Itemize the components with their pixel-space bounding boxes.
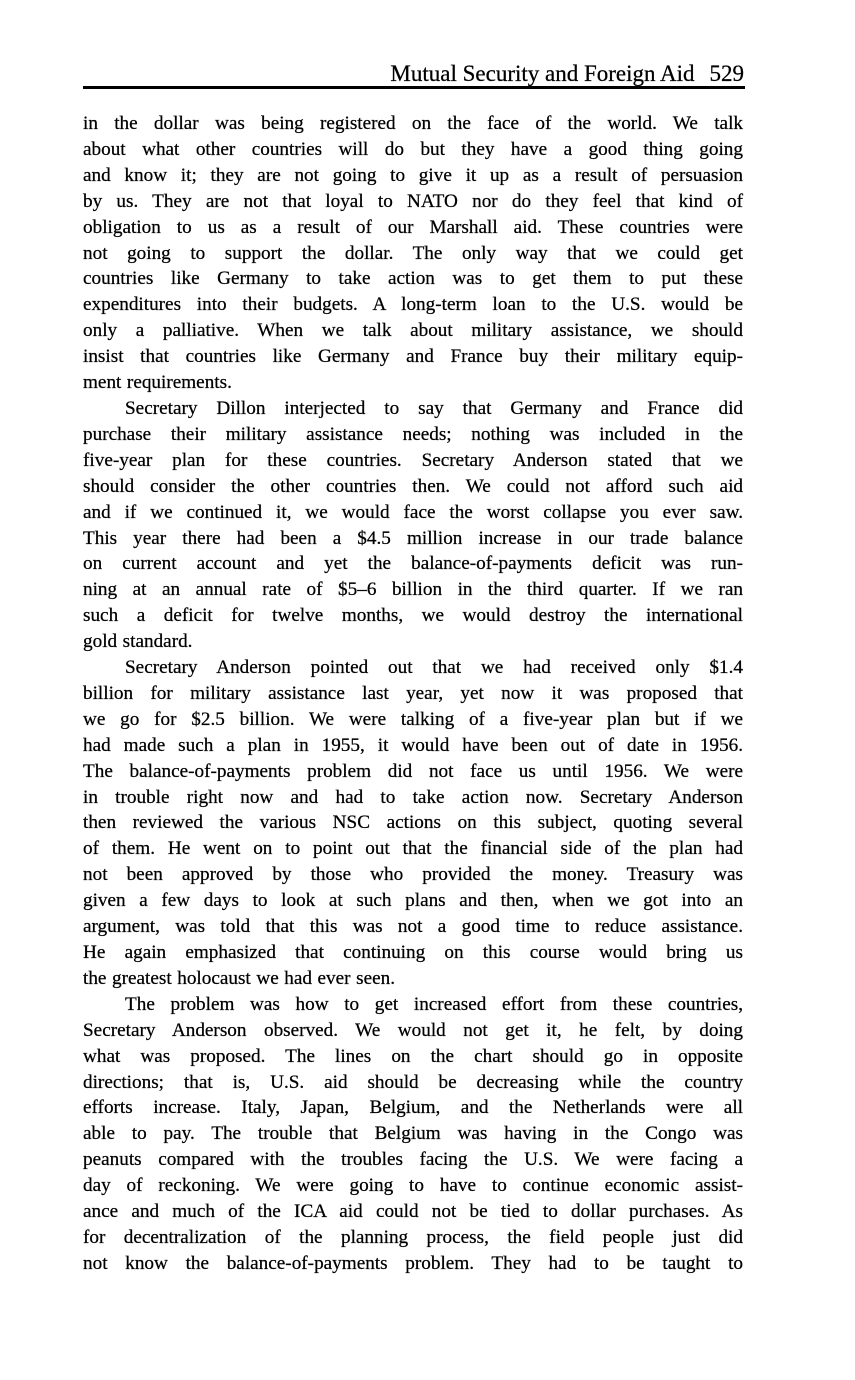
text-line: countries like Germany to take action was to get them to put these bbox=[83, 268, 743, 290]
text-line: billion for military assistance last year, yet now it was proposed that bbox=[83, 682, 743, 704]
paragraph bbox=[83, 992, 743, 1277]
paragraph bbox=[83, 111, 743, 396]
text-line: This year there had been a $4.5 million increase in our trade balance bbox=[83, 527, 743, 549]
text-line: able to pay. The trouble that Belgium was having in the Congo was bbox=[83, 1123, 743, 1145]
text-line: directions; that is, U.S. aid should be decreasing while the country bbox=[83, 1071, 743, 1093]
body-text bbox=[83, 111, 743, 1277]
text-line: given a few days to look at such plans and then, when we got into an bbox=[83, 890, 743, 912]
text-line: not going to support the dollar. The only way that we could get bbox=[83, 242, 743, 264]
text-line: He again emphasized that continuing on this course would bring us bbox=[83, 942, 743, 963]
text-line: of them. He went on to point out that the financial side of the plan had bbox=[83, 838, 743, 860]
text-line: we go for $2.5 billion. We were talking of a five-year plan but if we bbox=[83, 708, 743, 730]
text-line: purchase their military assistance needs; nothing was included in the bbox=[83, 423, 743, 445]
paragraph bbox=[83, 655, 743, 992]
header-rule bbox=[83, 86, 745, 89]
text-line: ment requirements. bbox=[83, 372, 232, 394]
text-line: gold standard. bbox=[83, 631, 193, 653]
text-line: Secretary Anderson observed. We would not get it, he felt, by doing bbox=[83, 1019, 743, 1041]
text-line: insist that countries like Germany and France buy their military equip- bbox=[83, 346, 743, 368]
text-line: and if we continued it, we would face the worst collapse you ever saw. bbox=[83, 501, 743, 523]
text-line: only a palliative. When we talk about military assistance, we should bbox=[83, 320, 743, 342]
text-line: peanuts compared with the troubles facing the U.S. We were facing a bbox=[83, 1149, 743, 1171]
text-line: not know the balance-of-payments problem. They had to be taught to bbox=[83, 1252, 743, 1274]
running-title: Mutual Security and Foreign Aid bbox=[390, 61, 695, 86]
text-line: had made such a plan in 1955, it would have been out of date in 1956. bbox=[83, 734, 743, 756]
page-header bbox=[83, 62, 744, 85]
text-line: should consider the other countries then. We could not afford such aid bbox=[83, 475, 743, 497]
text-line: argument, was told that this was not a good time to reduce assistance. bbox=[83, 916, 743, 938]
text-line: and know it; they are not going to give it up as a result of persuasion bbox=[83, 164, 743, 186]
text-line: in the dollar was being registered on the face of the world. We talk bbox=[83, 113, 743, 134]
text-line: ance and much of the ICA aid could not be tied to dollar purchases. As bbox=[83, 1201, 743, 1223]
text-line: not been approved by those who provided the money. Treasury was bbox=[83, 864, 743, 886]
text-line: efforts increase. Italy, Japan, Belgium, and the Netherlands were all bbox=[83, 1097, 743, 1119]
text-line: The problem was how to get increased effort from these countries, bbox=[125, 993, 743, 1015]
text-line: by us. They are not that loyal to NATO nor do they feel that kind of bbox=[83, 190, 743, 212]
text-line: The balance-of-payments problem did not face us until 1956. We were bbox=[83, 760, 743, 782]
text-line: such a deficit for twelve months, we would destroy the international bbox=[83, 605, 743, 627]
text-line: expenditures into their budgets. A long-term loan to the U.S. would be bbox=[83, 294, 743, 316]
text-line: then reviewed the various NSC actions on this subject, quoting several bbox=[83, 812, 743, 834]
text-line: ning at an annual rate of $5–6 billion in the third quarter. If we ran bbox=[83, 579, 743, 601]
text-line: Secretary Anderson pointed out that we had received only $1.4 bbox=[125, 657, 743, 679]
text-line: in trouble right now and had to take action now. Secretary Anderson bbox=[83, 786, 743, 808]
text-line: Secretary Dillon interjected to say that Germany and France did bbox=[125, 397, 743, 419]
text-line: on current account and yet the balance-of-payments deficit was run- bbox=[83, 553, 743, 575]
text-line: for decentralization of the planning process, the field people just did bbox=[83, 1226, 743, 1248]
paragraph bbox=[83, 396, 743, 655]
text-line: day of reckoning. We were going to have to continue economic assist- bbox=[83, 1175, 743, 1197]
text-line: about what other countries will do but they have a good thing going bbox=[83, 138, 743, 160]
text-line: five-year plan for these countries. Secretary Anderson stated that we bbox=[83, 449, 743, 471]
text-line: the greatest holocaust we had ever seen. bbox=[83, 967, 396, 989]
text-line: obligation to us as a result of our Marshall aid. These countries were bbox=[83, 216, 743, 238]
page-number: 529 bbox=[709, 61, 744, 86]
text-line: what was proposed. The lines on the chart should go in opposite bbox=[83, 1045, 743, 1067]
